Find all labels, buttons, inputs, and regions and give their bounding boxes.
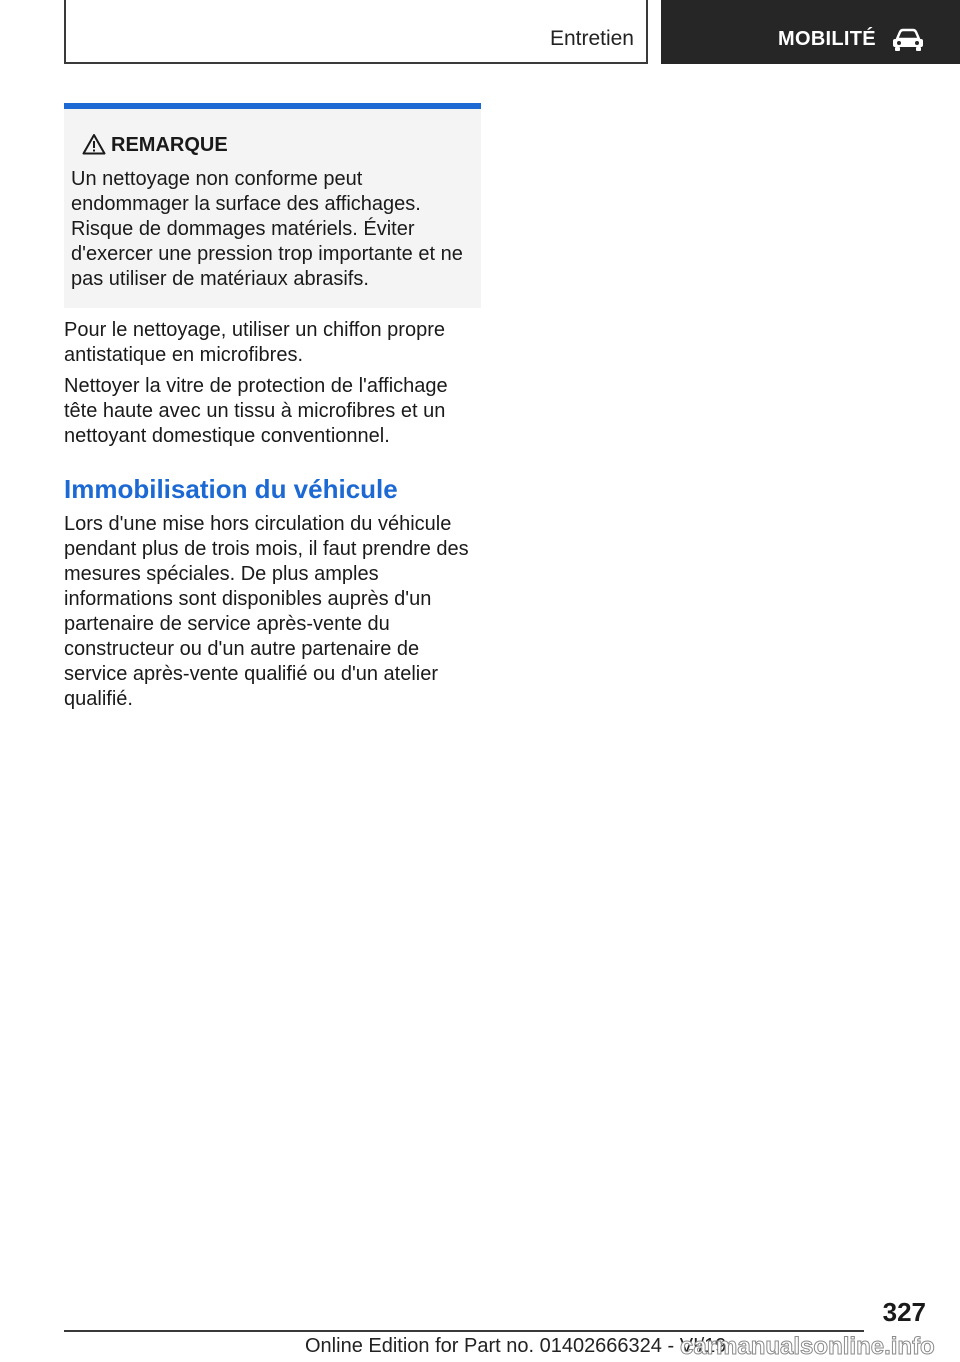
warning-icon — [82, 133, 106, 155]
note-title: REMARQUE — [111, 134, 228, 156]
car-icon — [891, 28, 925, 52]
note-text: Un nettoyage non conforme peut endommager la surface des affichages. Risque de dommages matériels. Éviter d'exercer une pression trop importante et ne pas utiliser de matériaux abrasifs. — [71, 168, 463, 290]
header-section-title: Entretien — [549, 27, 634, 50]
note-box — [64, 103, 481, 308]
paragraph-head-up-display: Nettoyer la vitre de protection de l'affichage tête haute avec un tissu à microfibres et un nettoyant domestique conventionnel. — [64, 375, 448, 447]
section-heading: Immobilisation du véhicule — [64, 474, 398, 504]
page-number: 327 — [882, 1297, 926, 1327]
watermark: carmanualsonline.info — [680, 1333, 935, 1360]
header-chapter-title: MOBILITÉ — [778, 28, 876, 50]
section-text: Lors d'une mise hors circulation du véhicule pendant plus de trois mois, il faut prendre des mesures spéciales. De plus amples informations sont disponibles auprès d'un partenaire de service après-vente du constructeur ou d'un autre partenaire de service après-vente qualifié ou d'un atelier qualifié. — [64, 513, 469, 710]
footer-divider — [64, 1330, 864, 1332]
header-section-box — [64, 0, 648, 64]
footer-edition: Online Edition for Part no. 01402666324 - VI/19 — [305, 1335, 727, 1357]
paragraph-cleaning-cloth: Pour le nettoyage, utiliser un chiffon propre antistatique en microfibres. — [64, 319, 445, 366]
header-chapter-box — [661, 0, 960, 64]
